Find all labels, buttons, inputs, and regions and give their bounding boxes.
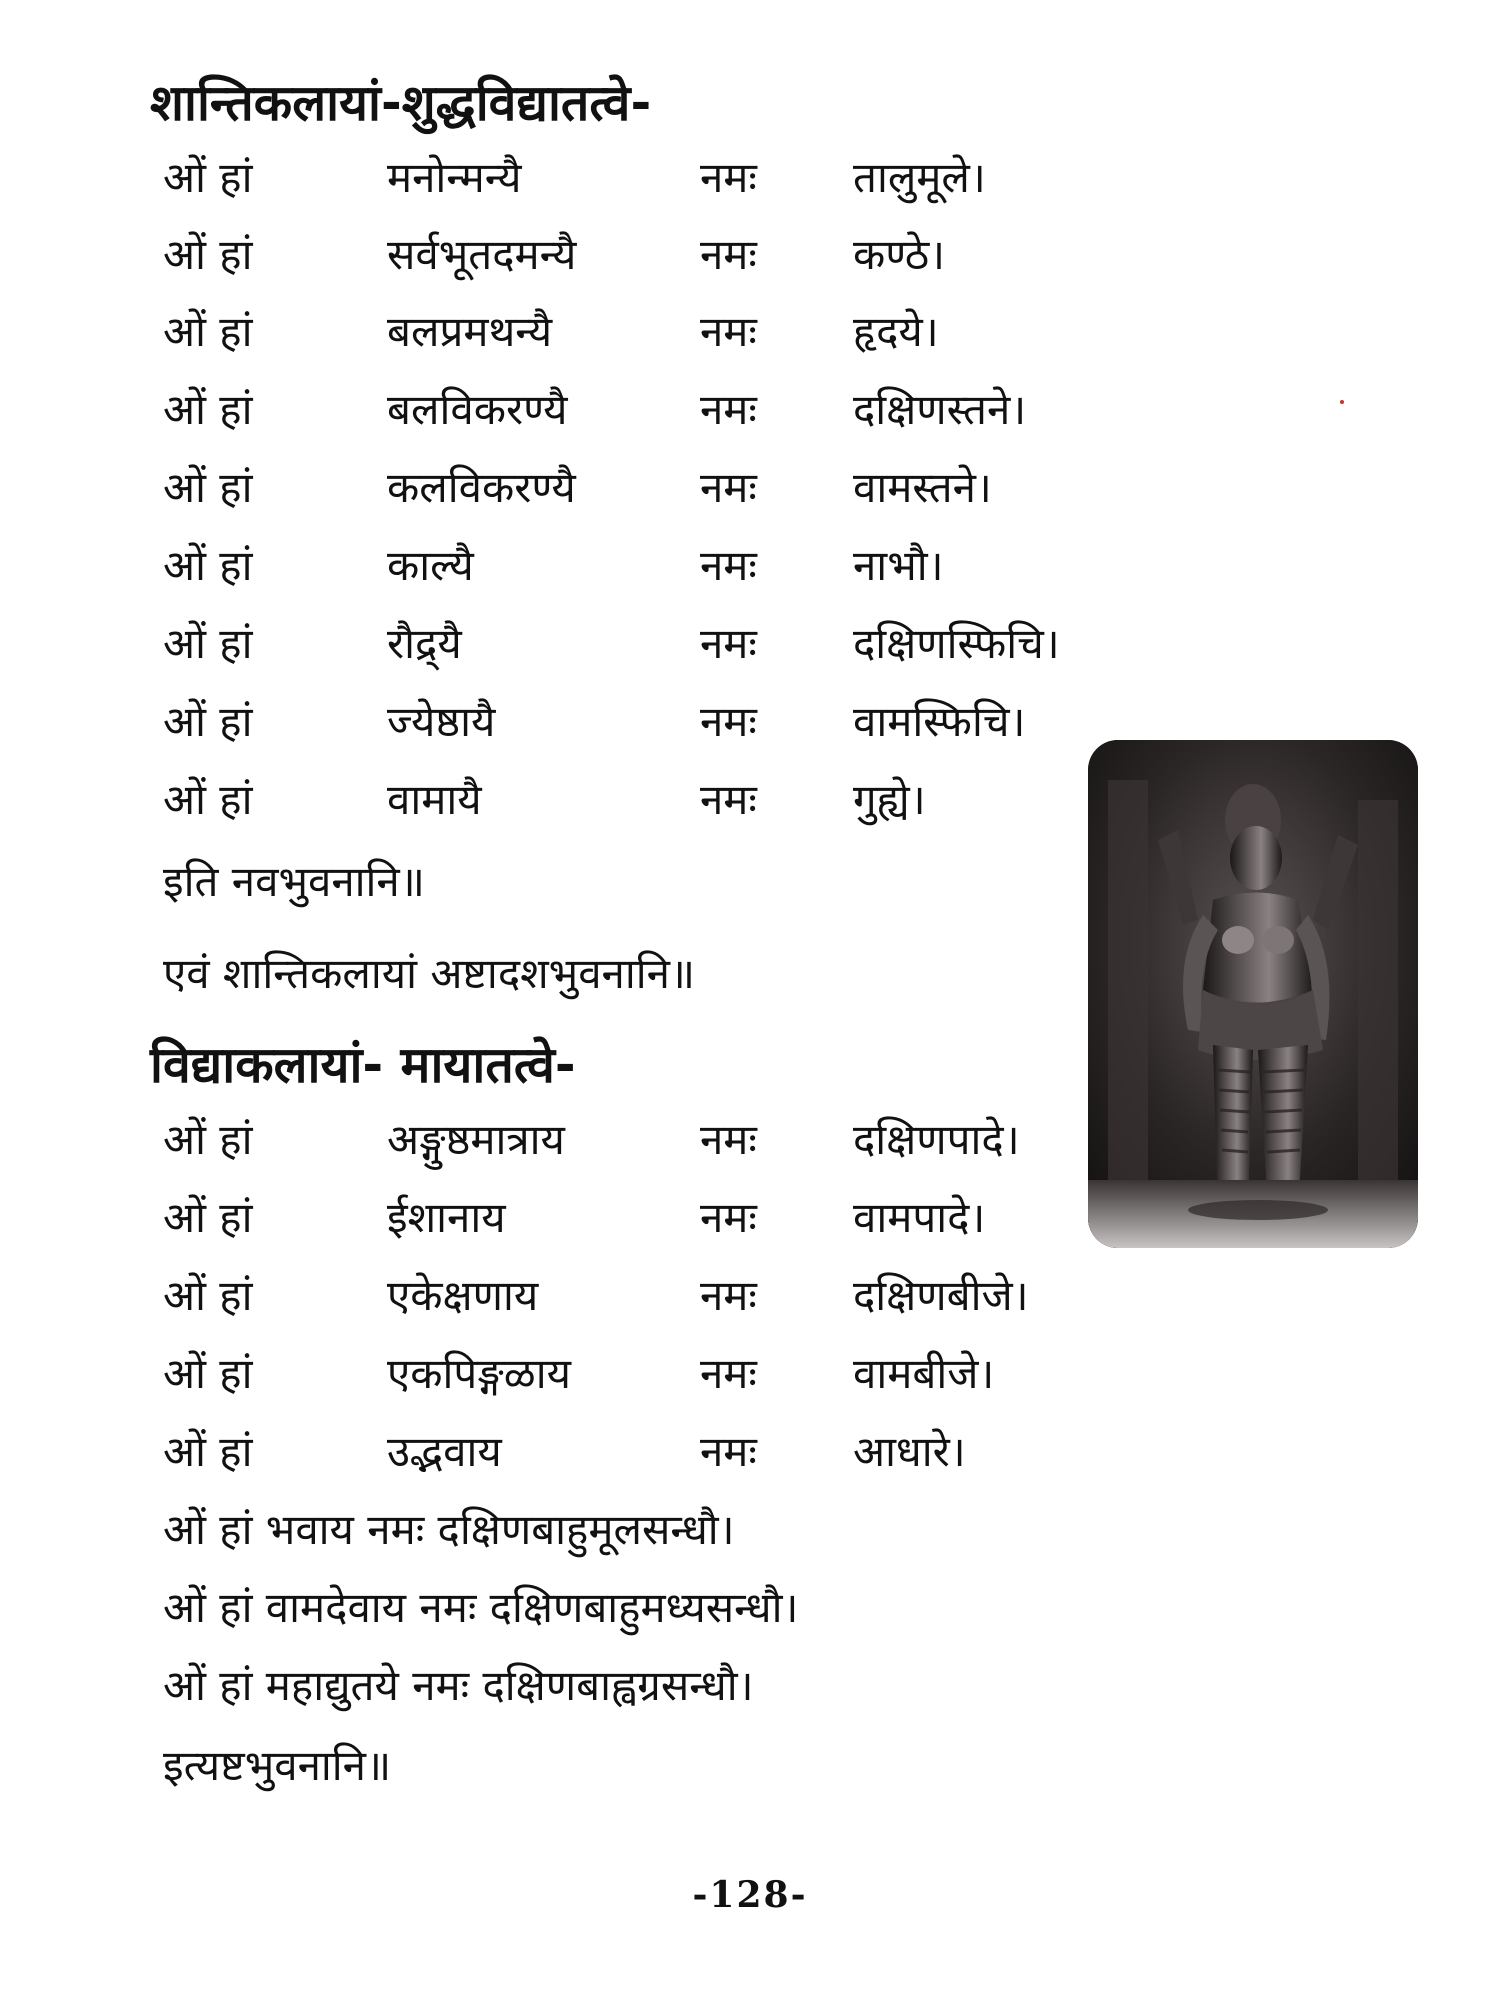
mantra-row <box>163 536 1163 596</box>
mantra-prefix: ओं हां <box>163 541 253 590</box>
closing-line: इति नवभुवनानि॥ <box>163 857 425 906</box>
mantra-row <box>163 225 1163 285</box>
mantra-place: दक्षिणस्तने। <box>853 385 1027 434</box>
mantra-name: बलविकरण्यै <box>387 385 568 434</box>
mantra-name: ज्येष्ठायै <box>387 697 496 746</box>
mantra-place: गुह्ये। <box>853 775 926 824</box>
page-number: -128- <box>692 1874 808 1916</box>
mantra-name: उद्भवाय <box>387 1427 502 1476</box>
mantra-namah: नमः <box>700 230 757 279</box>
mantra-name: काल्यै <box>387 541 474 590</box>
mantra-row <box>163 1266 1163 1326</box>
mantra-place: वामस्फिचि। <box>853 697 1026 746</box>
mantra-place: तालुमूले। <box>853 153 986 202</box>
mantra-place: नाभौ। <box>853 541 944 590</box>
mantra-place: आधारे। <box>853 1427 966 1476</box>
mantra-namah: नमः <box>700 1193 757 1242</box>
mantra-row <box>163 614 1163 674</box>
closing-line: इत्यष्टभुवनानि॥ <box>163 1741 392 1790</box>
mantra-namah: नमः <box>700 541 757 590</box>
mantra-row <box>163 1344 1163 1404</box>
mantra-prefix: ओं हां <box>163 1115 253 1164</box>
mantra-place: वामस्तने। <box>853 463 992 512</box>
deity-statue-photo <box>1088 740 1418 1248</box>
mantra-prefix: ओं हां <box>163 307 253 356</box>
mantra-row <box>163 770 1163 830</box>
mantra-row <box>163 302 1163 362</box>
mantra-row <box>163 1422 1163 1482</box>
mantra-name: सर्वभूतदमन्यै <box>387 230 577 279</box>
mantra-prefix: ओं हां <box>163 1349 253 1398</box>
mantra-place: दक्षिणस्फिचि। <box>853 619 1060 668</box>
mantra-prefix: ओं हां <box>163 775 253 824</box>
mantra-name: एकेक्षणाय <box>387 1271 539 1320</box>
mantra-namah: नमः <box>700 1271 757 1320</box>
mantra-name: बलप्रमथन्यै <box>387 307 553 356</box>
mantra-line: ओं हां वामदेवाय नमः दक्षिणबाहुमध्यसन्धौ। <box>163 1583 799 1632</box>
mantra-row <box>163 380 1163 440</box>
mantra-line: ओं हां महाद्युतये नमः दक्षिणबाह्वग्रसन्धौ। <box>163 1661 754 1710</box>
mantra-namah: नमः <box>700 619 757 668</box>
mantra-place: वामबीजे। <box>853 1349 995 1398</box>
mantra-namah: नमः <box>700 1349 757 1398</box>
mantra-name: रौद्र्यै <box>387 619 462 668</box>
mantra-row <box>163 1110 1163 1170</box>
mantra-prefix: ओं हां <box>163 619 253 668</box>
mantra-namah: नमः <box>700 153 757 202</box>
mantra-row <box>163 692 1163 752</box>
mantra-name: मनोन्मन्यै <box>387 153 522 202</box>
mantra-prefix: ओं हां <box>163 153 253 202</box>
mantra-prefix: ओं हां <box>163 1427 253 1476</box>
mantra-namah: नमः <box>700 1427 757 1476</box>
mantra-namah: नमः <box>700 697 757 746</box>
mantra-namah: नमः <box>700 775 757 824</box>
mantra-place: दक्षिणबीजे। <box>853 1271 1029 1320</box>
mantra-name: कलविकरण्यै <box>387 463 576 512</box>
mantra-prefix: ओं हां <box>163 1193 253 1242</box>
mantra-line: ओं हां भवाय नमः दक्षिणबाहुमूलसन्धौ। <box>163 1505 735 1554</box>
print-speck <box>1340 400 1344 404</box>
mantra-place: वामपादे। <box>853 1193 986 1242</box>
mantra-namah: नमः <box>700 307 757 356</box>
mantra-name: एकपिङ्गळाय <box>387 1349 571 1398</box>
mantra-prefix: ओं हां <box>163 385 253 434</box>
section-heading-shanti-kala: शान्तिकलायां-शुद्धविद्यातत्वे- <box>150 74 652 132</box>
mantra-prefix: ओं हां <box>163 230 253 279</box>
mantra-prefix: ओं हां <box>163 1271 253 1320</box>
closing-line: एवं शान्तिकलायां अष्टादशभुवनानि॥ <box>163 949 696 998</box>
mantra-place: कण्ठे। <box>853 230 946 279</box>
mantra-name: अङ्गुष्ठमात्राय <box>387 1115 565 1164</box>
mantra-name: वामायै <box>387 775 482 824</box>
mantra-namah: नमः <box>700 463 757 512</box>
section-heading-vidya-kala: विद्याकलायां- मायातत्वे- <box>150 1036 576 1094</box>
mantra-name: ईशानाय <box>387 1193 506 1242</box>
mantra-namah: नमः <box>700 1115 757 1164</box>
mantra-row <box>163 1188 1163 1248</box>
mantra-row <box>163 148 1163 208</box>
mantra-namah: नमः <box>700 385 757 434</box>
mantra-prefix: ओं हां <box>163 697 253 746</box>
mantra-place: हृदये। <box>853 307 939 356</box>
mantra-place: दक्षिणपादे। <box>853 1115 1020 1164</box>
mantra-prefix: ओं हां <box>163 463 253 512</box>
mantra-row <box>163 458 1163 518</box>
